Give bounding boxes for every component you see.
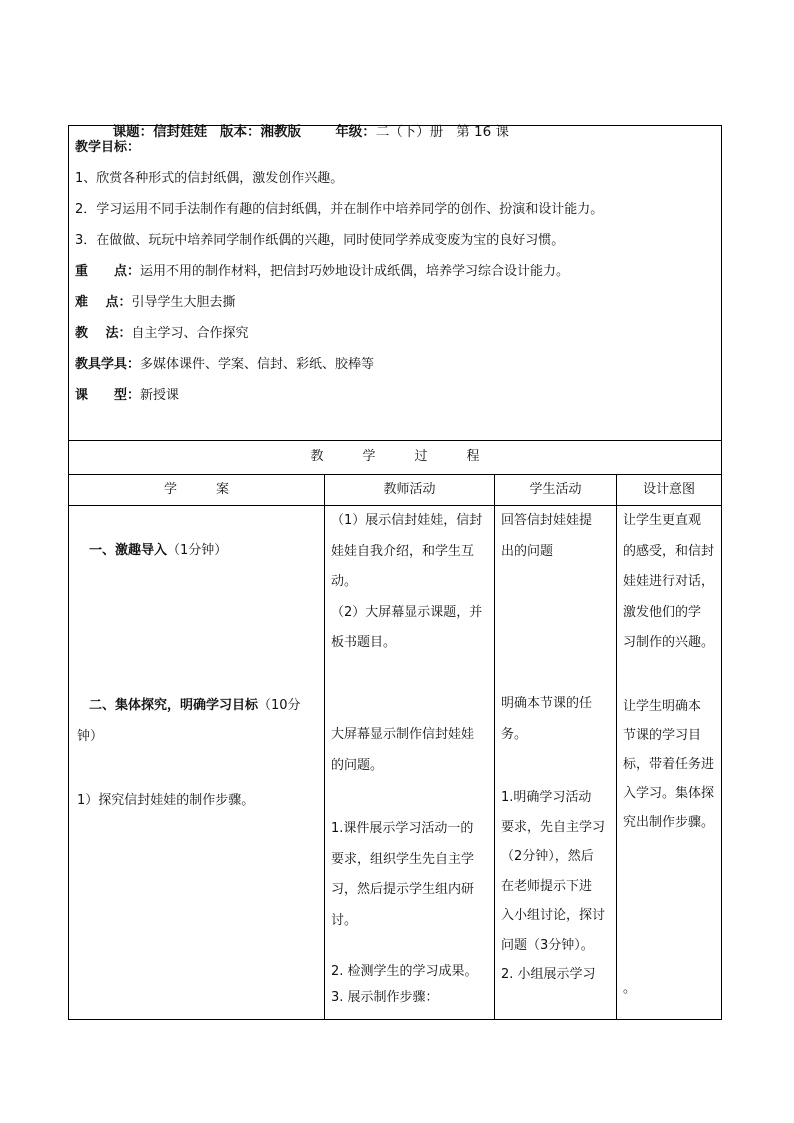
lesson-number: 第 16 课 [456,124,509,140]
teacher-activity-3: 1.课件展示学习活动一的 要求，组织学生先自主学 习，然后提示学生组内研 讨。 [331,821,475,928]
grade-value: 二（下）册 [375,124,444,140]
section-2-time-cont: 钟） [77,729,104,744]
grade-label: 年级： [335,124,376,140]
process-title: 教 学 过 程 [310,449,480,464]
column-divider [324,474,325,1020]
teacher-activity-1: （1）展示信封娃娃，信封 娃娃自我介绍，和学生互 动。 （2）大屏幕显示课题，并 板书题目。 [331,513,483,650]
design-intent-1: 让学生更直观 的感受，和信封 娃娃进行对话， 激发他们的学 习制作的兴趣。 [623,513,715,650]
section-1-title: 一、激趣导入（1分钟） [89,543,228,558]
design-intent-2: 让学生明确本 节课的学习目 标，带着任务进 入学习。集体探 究出制作步骤。 [623,699,715,830]
teaching-method: 教 法：自主学习、合作探究 [75,326,249,341]
section-2-subitem: 1）探究信封娃娃的制作步骤。 [77,793,255,808]
topic-value: 信封娃娃 [153,124,208,140]
lesson-plan-table [68,125,722,1020]
student-activity-1: 回答信封娃娃提 出的问题 [501,513,593,559]
teacher-activity-2: 大屏幕显示制作信封娃娃 的问题。 [331,727,475,773]
divider [69,440,721,441]
section-2-title: 二、集体探究，明确学习目标（10分 [89,698,301,713]
topic-label: 课题： [112,124,154,140]
difficulty: 难 点：引导学生大胆去撕 [75,295,236,310]
student-activity-3: 1.明确学习活动 要求，先自主学习 （2分钟），然后 在老师提示下进 入小组讨论，探讨 问题（3分钟）。 2. 小组展示学习 [501,790,606,982]
objective-1: 1、欣赏各种形式的信封纸偶，激发创作兴趣。 [75,171,344,186]
column-header-intent: 设计意图 [642,482,695,497]
column-divider [616,474,617,1020]
student-activity-2: 明确本节课的任 务。 [501,696,593,742]
column-header-teacher: 教师活动 [383,482,436,497]
objective-2: 2．学习运用不同手法制作有趣的信封纸偶，并在制作中培养同学的创作、扮演和设计能力。 [75,202,604,217]
edition-label: 版本： [219,124,261,140]
column-header-student: 学生活动 [529,482,582,497]
teaching-tools: 教具学具：多媒体课件、学案、信封、彩纸、胶棒等 [75,357,375,372]
objectives-title: 教学目标： [75,140,141,155]
column-header-plan: 学 案 [163,482,229,497]
column-divider [494,474,495,1020]
lesson-type: 课 型：新授课 [75,388,180,403]
objective-3: 3．在做做、玩玩中培养同学制作纸偶的兴趣，同时使同学养成变废为宝的良好习惯。 [75,233,565,248]
edition-value: 湘教版 [260,124,301,140]
key-point: 重 点：运用不用的制作材料，把信封巧妙地设计成纸偶，培养学习综合设计能力。 [75,264,570,279]
design-intent-3: 。 [623,981,637,996]
teacher-activity-4: 2. 检测学生的学习成果。 3. 展示制作步骤： [331,964,478,1005]
